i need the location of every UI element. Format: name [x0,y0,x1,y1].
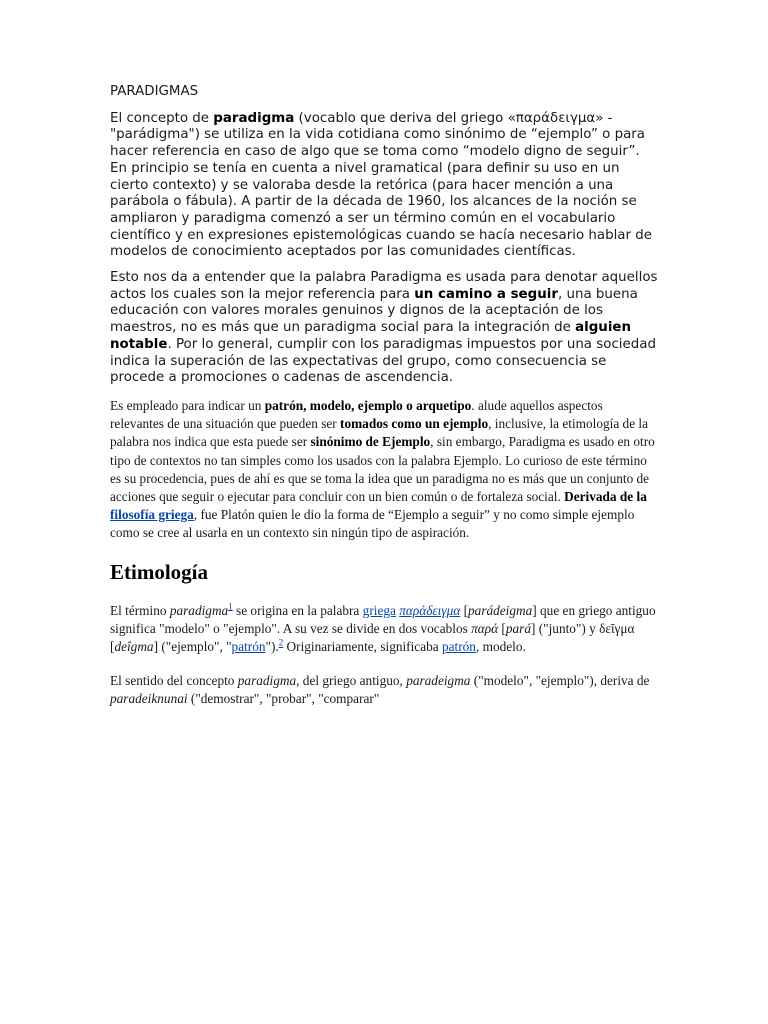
p1-text-c: (vocablo que deriva del griego «παράδειγμα» - "parádigma") se utiliza en la vida cotidiana como sinónimo de “ejemplo” o para hacer referencia en caso de algo que se toma como “modelo digno de seguir”. En principio se tenía en cuenta a nivel gramatical (para definir su uso en un cierto contexto) y se valoraba desde la retórica (para hacer mención a una parábola o fábula). A partir de la década de 1960, los alcances de la noción se ampliaron y paradigma comenzó a ser un término común en el vocabulario científico y en expresiones epistemológicas cuando se hacía necesario hablar de modelos de conocimiento aceptados por las comunidades científicas. [110,110,653,260]
p2-text-d: . Por lo general, cumplir con los paradigmas impuestos por una sociedad indica la superación de las expectativas del grupo, como consecuencia se procede a promociones o cadenas de ascendencia. [110,336,656,386]
p3-bold-derivada: Derivada de la [564,488,647,504]
p1-text-a: El concepto de [110,110,214,126]
p2-bold-camino: un camino a seguir [414,286,558,302]
paragraph-3 [110,397,658,543]
footnote-ref-1[interactable]: 1 [228,601,233,612]
p4-text-b: se origina en la palabra [232,602,363,618]
p4-text-j: "). [265,638,279,654]
p4-italic-deigma: deîgma [114,638,154,654]
p3-text-c: . alude aquellos aspectos relevantes de una situación que pueden ser [110,397,603,432]
p3-text-e: , sin embargo, Paradigma es usado en otro tipo de contextos no tan simples como los usados con la palabra Ejemplo. Lo curioso de este término es su procedencia, pues de ahí es que se toma la idea que un paradigma no es más que un conjunto de acciones que seguir o ejecutar para concluir con un bien común o de fortaleza social. [110,434,655,504]
p5-text-b: , del griego antiguo, [296,673,407,689]
p5-italic-paradigma: paradigma [237,673,297,689]
paragraph-1 [110,111,658,261]
document-page [110,84,658,709]
footnote-ref-2[interactable]: 2 [278,637,284,648]
link-patron-2[interactable]: patrón [441,638,476,654]
p5-text-c: ("modelo", "ejemplo"), deriva de [470,673,650,689]
p4-italic-para: pará [505,620,531,636]
p3-bold-sinonimo: sinónimo de Ejemplo [310,434,431,450]
p1-bold-paradigma: paradigma [213,110,295,126]
p3-bold-patron: patrón, modelo, ejemplo o arquetipo [264,397,472,413]
p3-text-a: Es empleado para indicar un [110,397,265,413]
p4-text-a: El término [110,602,170,618]
link-filosofia-griega[interactable]: filosofía griega [110,507,194,523]
heading-etimologia: Etimología [110,559,208,584]
p4-italic-para-greek: παρά [471,620,499,636]
p2-text-a: Esto nos da a entender que la palabra Paradigma es usada para denotar aquellos actos los cuales son la mejor referencia para [110,270,658,302]
p3-text-d: , inclusive, la etimología de la palabra nos indica que esta puede ser [110,416,649,450]
p4-text-h: ] ("ejemplo", " [153,638,232,654]
p3-bold-tomados: tomados como un ejemplo [340,416,489,432]
paragraph-2 [110,270,658,387]
p5-text-a: El sentido del concepto [110,673,238,689]
p3-text-f: , fue Platón quien le dio la forma de “Ejemplo a seguir” y no como simple ejemplo como se cree al usarla en un contexto sin ningún tipo de aspiración. [110,507,635,541]
p4-text-f: [ [498,620,506,636]
link-patron-1[interactable]: patrón [231,638,266,654]
p4-text-d: [ [460,602,469,618]
document-title: PARADIGMAS [110,84,199,99]
p4-text-l: , modelo. [475,638,526,654]
link-greek-word[interactable]: παράδειγμα [399,602,461,618]
p4-text-g: ] ("junto") y δεῖγμα [ [110,620,635,654]
p4-text-k: Originariamente, significaba [283,638,442,654]
p4-italic-paradeigma: parádeigma [468,602,533,618]
p2-bold-alguien: alguien notable [110,320,632,352]
paragraph-4 [110,602,658,657]
p5-italic-paradeiknunai: paradeiknunai [110,691,188,707]
p2-text-c: , una buena educación con valores morales genuinos y dignos de la aceptación de los maestros, no es más que un paradigma social para la integración de [110,286,638,336]
p5-text-d: ("demostrar", "probar", "comparar" [187,691,380,707]
p5-italic-paradeigma: paradeigma [406,673,471,689]
p4-text-e: ] que en griego antiguo significa "modelo" o "ejemplo". A su vez se divide en dos vocablos [110,602,656,636]
paragraph-5 [110,672,658,708]
p4-italic-paradigma: paradigma [169,602,229,618]
link-griega[interactable]: griega [362,602,396,618]
